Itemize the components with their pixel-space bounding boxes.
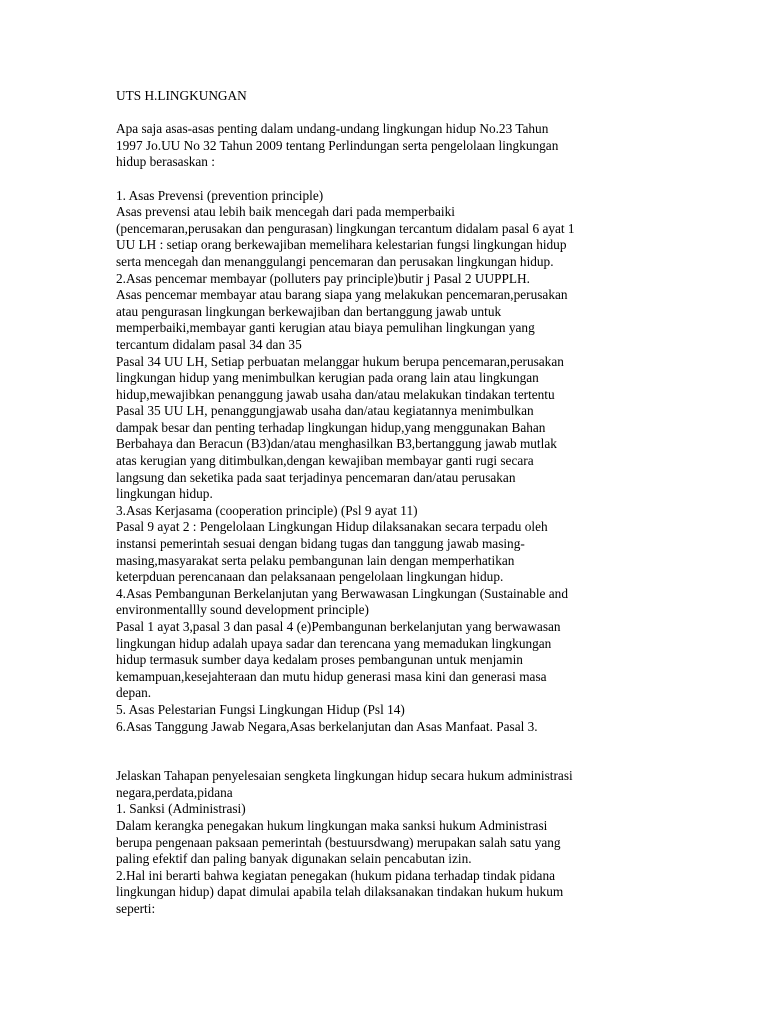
text-line: 6.Asas Tanggung Jawab Negara,Asas berkelanjutan dan Asas Manfaat. Pasal 3. [116, 718, 538, 734]
text-line: paling efektif dan paling banyak digunakan selain pencabutan izin. [116, 851, 472, 867]
text-line: 1997 Jo.UU No 32 Tahun 2009 tentang Perlindungan serta pengelolaan lingkungan [116, 137, 559, 153]
text-line: Apa saja asas-asas penting dalam undang-undang lingkungan hidup No.23 Tahun [116, 121, 549, 137]
document-body [116, 88, 652, 918]
text-line: kemampuan,kesejahteraan dan mutu hidup generasi masa kini dan generasi masa [116, 668, 547, 684]
intro-paragraph [116, 121, 652, 171]
text-line: seperti: [116, 900, 156, 916]
text-line: lingkungan hidup adalah upaya sadar dan terencana yang memadukan lingkungan [116, 635, 552, 651]
text-line: Pasal 34 UU LH, Setiap perbuatan melanggar hukum berupa pencemaran,perusakan [116, 353, 564, 369]
principles-section [116, 188, 652, 736]
text-line: 2.Hal ini berarti bahwa kegiatan penegakan (hukum pidana terhadap tindak pidana [116, 867, 555, 883]
spacer [116, 171, 652, 188]
text-line: (pencemaran,perusakan dan pengurasan) lingkungan tercantum didalam pasal 6 ayat 1 [116, 220, 575, 236]
text-line: keterpduan perencanaan dan pelaksanaan pengelolaan lingkungan hidup. [116, 569, 504, 585]
document-title: UTS H.LINGKUNGAN [116, 88, 247, 103]
text-line: Pasal 9 ayat 2 : Pengelolaan Lingkungan Hidup dilaksanakan secara terpadu oleh [116, 519, 548, 535]
text-line: 1. Asas Prevensi (prevention principle) [116, 187, 324, 203]
text-line: atas kerugian yang ditimbulkan,dengan kewajiban membayar ganti rugi secara [116, 453, 534, 469]
text-line: lingkungan hidup yang menimbulkan kerugian pada orang lain atau lingkungan [116, 370, 539, 386]
text-line: hidup termasuk sumber daya kedalam proses pembangunan untuk menjamin [116, 652, 523, 668]
text-line: Berbahaya dan Beracun (B3)dan/atau menghasilkan B3,bertanggung jawab mutlak [116, 436, 557, 452]
spacer [116, 105, 652, 122]
text-line: masing,masyarakat serta pelaku pembangunan lain dengan memperhatikan [116, 552, 515, 568]
dispute-resolution-section [116, 768, 652, 917]
text-line: lingkungan hidup) dapat dimulai apabila telah dilaksanakan tindakan hukum hukum [116, 884, 564, 900]
text-line: lingkungan hidup. [116, 486, 213, 502]
text-line: negara,perdata,pidana [116, 784, 233, 800]
text-line: UU LH : setiap orang berkewajiban memelihara kelestarian fungsi lingkungan hidup [116, 237, 567, 253]
text-line: Asas prevensi atau lebih baik mencegah dari pada memperbaiki [116, 204, 455, 220]
text-line: 4.Asas Pembangunan Berkelanjutan yang Berwawasan Lingkungan (Sustainable and [116, 585, 568, 601]
text-line: memperbaiki,membayar ganti kerugian atau biaya pemulihan lingkungan yang [116, 320, 535, 336]
text-line: atau pengurasan lingkungan berkewajiban dan bertanggung jawab untuk [116, 303, 502, 319]
text-line: Dalam kerangka penegakan hukum lingkungan maka sanksi hukum Administrasi [116, 817, 548, 833]
text-line: Pasal 1 ayat 3,pasal 3 dan pasal 4 (e)Pembangunan berkelanjutan yang berwawasan [116, 619, 561, 634]
text-line: 5. Asas Pelestarian Fungsi Lingkungan Hidup (Psl 14) [116, 701, 405, 717]
text-line: tercantum didalam pasal 34 dan 35 [116, 336, 302, 352]
text-line: langsung dan seketika pada saat terjadinya pencemaran dan/atau perusakan [116, 469, 516, 485]
text-line: hidup berasaskan : [116, 154, 215, 170]
text-line: hidup,mewajibkan penanggung jawab usaha dan/atau melakukan tindakan tertentu [116, 386, 555, 402]
text-line: environmentallly sound development principle) [116, 602, 369, 618]
text-line: serta mencegah dan menanggulangi pencemaran dan perusakan lingkungan hidup. [116, 253, 554, 269]
text-line: depan. [116, 685, 152, 701]
text-line: instansi pemerintah sesuai dengan bidang tugas dan tanggung jawab masing- [116, 536, 525, 552]
text-line: Jelaskan Tahapan penyelesaian sengketa lingkungan hidup secara hukum administrasi [116, 768, 573, 784]
text-line: 3.Asas Kerjasama (cooperation principle) (Psl 9 ayat 11) [116, 502, 418, 518]
text-line: dampak besar dan penting terhadap lingkungan hidup,yang menggunakan Bahan [116, 419, 546, 435]
text-line: 2.Asas pencemar membayar (polluters pay principle)butir j Pasal 2 UUPPLH. [116, 270, 530, 286]
text-line: berupa pengenaan paksaan pemerintah (bestuursdwang) merupakan salah satu yang [116, 834, 561, 850]
text-line: Pasal 35 UU LH, penanggungjawab usaha dan/atau kegiatannya menimbulkan [116, 403, 534, 419]
spacer [116, 735, 652, 768]
text-line: Asas pencemar membayar atau barang siapa yang melakukan pencemaran,perusakan [116, 287, 568, 303]
text-line: 1. Sanksi (Administrasi) [116, 801, 246, 817]
